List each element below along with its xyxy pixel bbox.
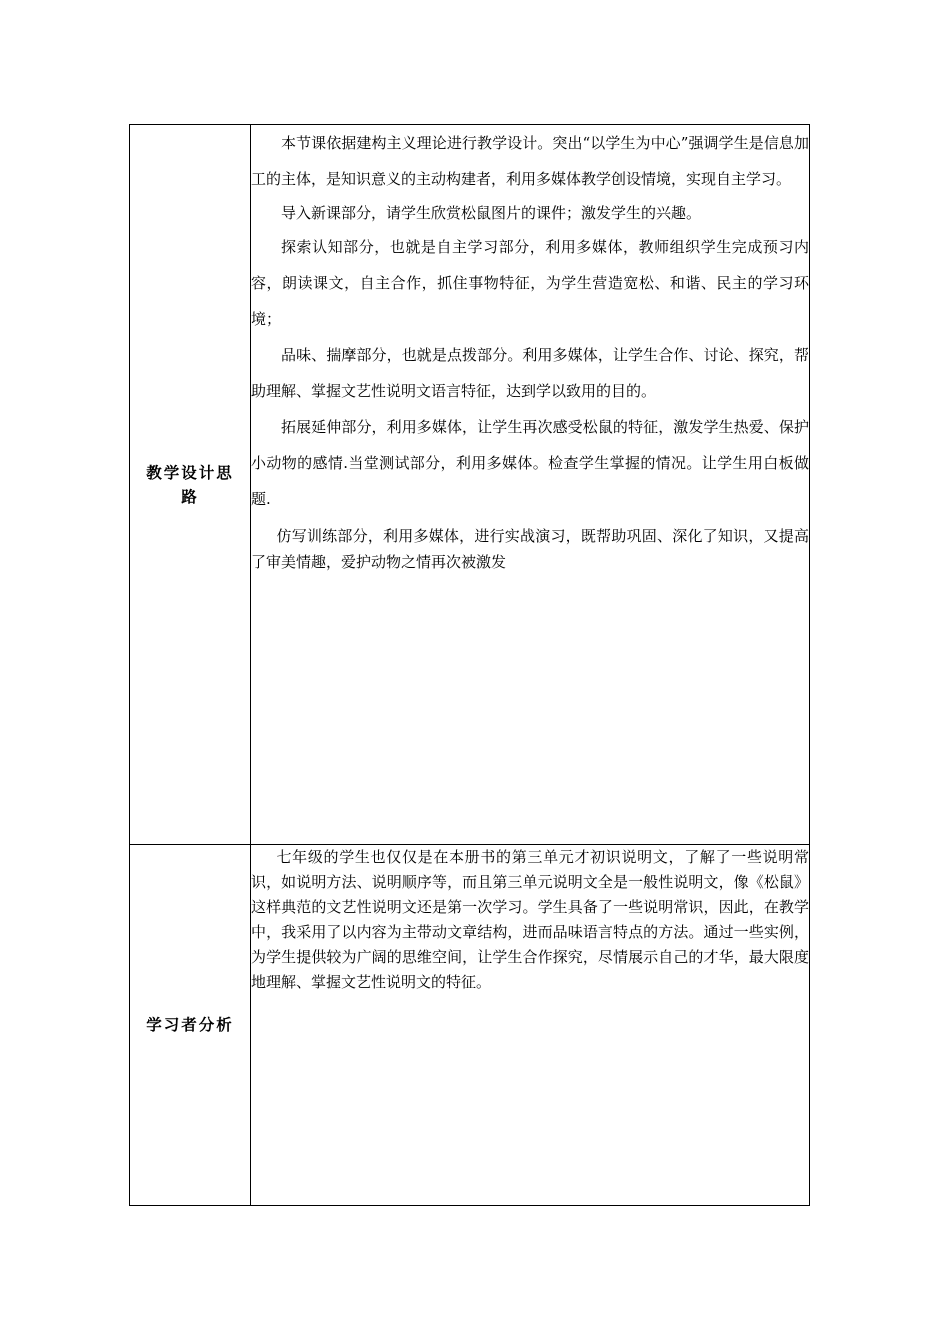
paragraph-exploration: 探索认知部分，也就是自主学习部分，利用多媒体，教师组织学生完成预习内容，朗读课文，自主合作，抓住事物特征，为学生营造宽松、和谐、民主的学习环境； <box>251 238 809 328</box>
paragraph-intro: 本节课依据建构主义理论进行教学设计。突出“以学生为中心”强调学生是信息加工的主体，是知识意义的主动构建者，利用多媒体教学创设情境，实现自主学习。 <box>251 134 809 188</box>
paragraph-extension: 拓展延伸部分，利用多媒体，让学生再次感受松鼠的特征，激发学生热爱、保护小动物的感情.当堂测试部分，利用多媒体。检查学生掌握的情况。让学生用白板做题. <box>251 418 809 508</box>
paragraph-new-lesson: 导入新课部分，请学生欣赏松鼠图片的课件；激发学生的兴趣。 <box>281 204 702 222</box>
paragraph-learner-analysis: 七年级的学生也仅仅是在本册书的第三单元才初识说明文，了解了一些说明常识，如说明方法、说明顺序等，而且第三单元说明文全是一般性说明文，像《松鼠》这样典范的文艺性说明文还是第一次学习。学生具备了一些说明常识，因此，在教学中，我采用了以内容为主带动文章结构，进而品味语言特点的方法。通过一些实例，为学生提供较为广阔的思维空间，让学生合作探究，尽情展示自己的才华，最大限度地理解、掌握文艺性说明文的特征。 <box>251 848 809 991</box>
row-label-design-idea: 教学设计思路 <box>146 463 234 506</box>
row-label-learner-analysis: 学习者分析 <box>146 1016 234 1034</box>
table-row-design-idea <box>130 125 810 845</box>
lesson-plan-table <box>129 124 810 1206</box>
paragraph-appreciation: 品味、揣摩部分，也就是点拨部分。利用多媒体，让学生合作、讨论、探究，帮助理解、掌握文艺性说明文语言特征，达到学以致用的目的。 <box>251 346 809 400</box>
row-label-cell <box>130 125 251 845</box>
paragraph-imitation: 仿写训练部分，利用多媒体，进行实战演习，既帮助巩固、深化了知识，又提高了审美情趣，爱护动物之情再次被激发 <box>251 527 809 571</box>
table-row-learner-analysis <box>130 845 810 1206</box>
row-content-cell <box>251 125 810 845</box>
row-label-cell <box>130 845 251 1206</box>
row-content-cell <box>251 845 810 1206</box>
